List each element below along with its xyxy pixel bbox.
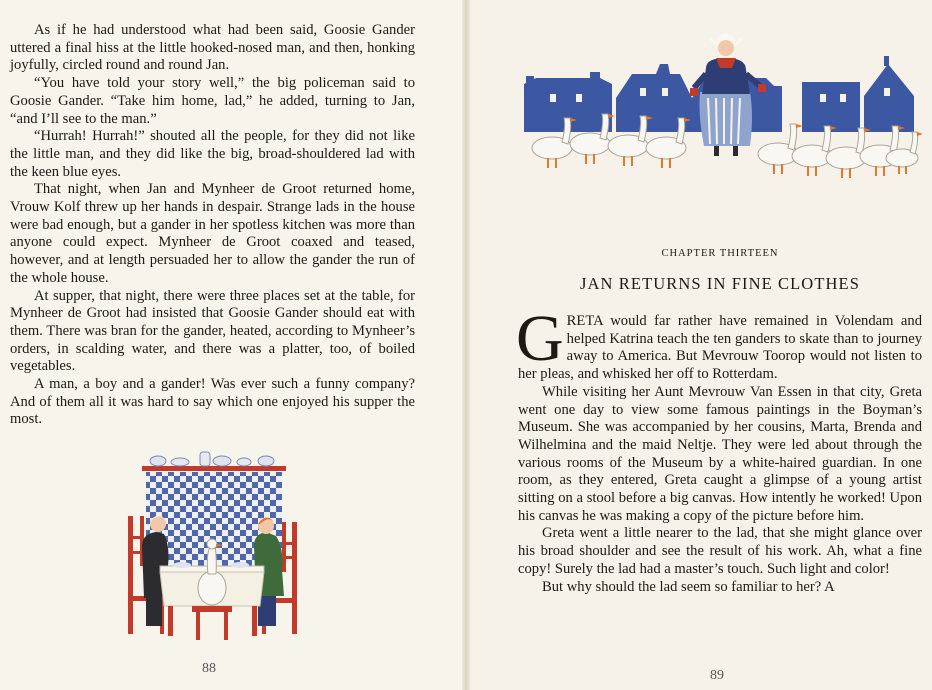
paragraph: But why should the lad seem so familiar to her? A [542,578,835,595]
stool [192,606,232,612]
shelf [142,466,286,471]
page-number: 89 [710,668,724,683]
geese-parade-illustration [520,28,922,180]
paragraph: As if he had understood what had been said, Goosie Gander uttered a final hiss at the little hooked-nosed man, and then, honking joyfully, circled round and round Jan. [10,22,415,74]
paragraph: At supper, that night, there were three places set at the table, for Mynheer de Groot had insisted that Goosie Gander should eat with them. There was bran for the gander, heated, according to Mynheer’s orders, in scalding water, and there was a platter, too, of boiled vegetables. [10,287,415,375]
paragraph: While visiting her Aunt Mevrouw Van Essen in that city, Greta went one day to view some famous paintings in the Boyman’s Museum. She was accompanied by her cousins, Marta, Brenda and Wilhelmina and the maid Neltje. They were led about through the various rooms of the Museum by a white-haired guardian. In one room, as they entered, Greta caught a glimpse of a young artist sitting on a stool before a big canvas. How intently he worked! Upon his canvas he was making a copy of the picture before him. [518,383,922,524]
book-gutter [462,0,470,690]
opening-text: RETA would far rather have remained in Volendam and helped Katrina teach the ten ganders to skate than to journey away to America. But Mevrouw Toorop would not listen to her pleas, and whisked her off to Rotterdam. [518,313,922,383]
right-page-text [516,302,922,596]
paragraph: That night, when Jan and Mynheer de Groot returned home, Vrouw Kolf threw up her hands in despair. Strange lads in the house were bad enough, but a gander in her spotless kitchen was more than anyone could expect. Mynheer de Groot coaxed and teased, however, and at length persuaded her to allow the gander the run of the whole house. [10,181,415,286]
paragraph: “Hurrah! Hurrah!” shouted all the people, for they did not like the little man, and they did like the big, broad-shouldered lad with the keen blue eyes. [10,128,415,180]
left-page-text [10,22,415,429]
paragraph: “You have told your story well,” the big policeman said to Goosie Gander. “Take him home, lad,” he added, turning to Jan, “and I’ll see to the man.” [10,75,415,127]
drop-cap: G [516,302,564,375]
supper-table-illustration [120,446,305,644]
paragraph: A man, a boy and a gander! Was ever such a funny company? And of them all it was hard to say which one enjoyed his supper the most. [10,376,415,428]
opening-paragraph [516,302,922,384]
goose [886,132,922,174]
shelf-dishes [150,452,274,466]
chapter-title: JAN RETURNS IN FINE CLOTHES [580,274,860,293]
chapter-label: CHAPTER THIRTEEN [661,248,779,259]
page-number: 88 [202,661,216,676]
paragraph: Greta went a little nearer to the lad, that she might glance over his broad shoulder and see the result of his work. Ah, what a fine copy! Surely the lad had a master’s touch. Such light and color! [518,525,922,577]
